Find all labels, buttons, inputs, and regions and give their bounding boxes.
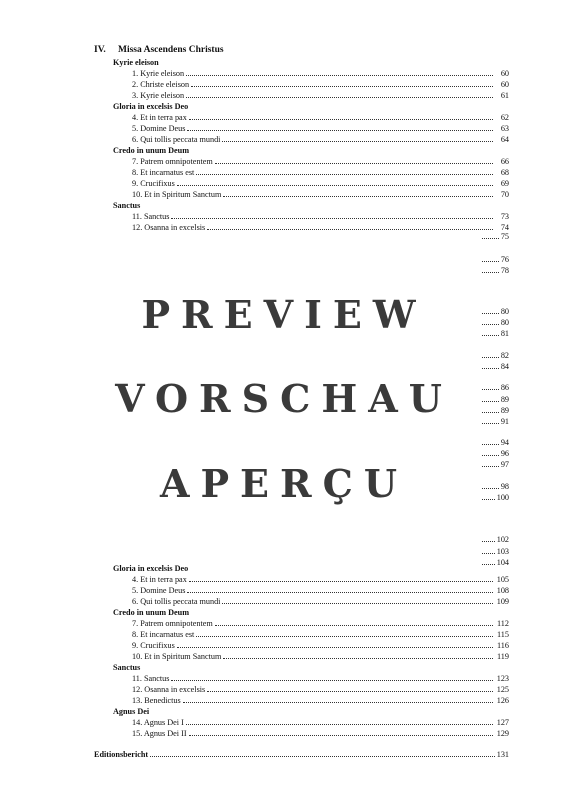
leader-dots [189,118,493,120]
entry-label: 3. Kyrie eleison [132,91,185,100]
entry-label: 14. Agnus Dei I [132,718,184,727]
toc-entry [132,211,509,222]
leader-dots [482,260,499,262]
partial-page: 104 [496,558,509,567]
partial-page: 84 [500,362,509,371]
toc-entry [132,90,509,101]
leader-dots [222,140,493,142]
partial-entry [482,231,509,242]
leader-dots [171,679,493,681]
section-heading: Credo in unum Deum [113,146,190,155]
editionsbericht-page: 131 [496,750,509,759]
entry-page: 69 [500,179,509,188]
leader-dots [187,591,493,593]
toc-entry [132,68,509,79]
leader-dots [482,400,499,402]
leader-dots [482,487,499,489]
entry-label: 10. Et in Spiritum Sanctum [132,190,222,199]
toc-entry [132,684,509,695]
partial-entry [482,459,509,470]
leader-dots [482,323,499,325]
partial-entry [482,265,509,276]
leader-dots [223,657,493,659]
section-heading: Sanctus [113,663,141,672]
partial-page: 81 [500,329,509,338]
leader-dots [482,422,499,424]
toc-entry [132,112,509,123]
section-heading: Gloria in excelsis Deo [113,564,189,573]
entry-page: 108 [496,586,509,595]
partial-page: 82 [500,351,509,360]
leader-dots [482,443,499,445]
leader-dots [215,624,493,626]
entry-label: 10. Et in Spiritum Sanctum [132,652,222,661]
leader-dots [482,367,499,369]
section-heading: Agnus Dei [113,707,150,716]
partial-page: 100 [496,493,509,502]
toc-entry [132,189,509,200]
watermark-apercu: APERÇU [160,461,408,507]
leader-dots [482,465,499,467]
section-heading: Credo in unum Deum [113,608,190,617]
entry-page: 68 [500,168,509,177]
partial-page: 89 [500,406,509,415]
leader-dots [482,563,495,565]
leader-dots [482,334,499,336]
mass-name: Missa Ascendens Christus [118,45,224,55]
entry-page: 70 [500,190,509,199]
entry-page: 115 [497,630,509,639]
partial-entry [482,416,509,427]
entry-label: 5. Domine Deus [132,586,186,595]
entry-page: 63 [500,124,509,133]
entry-page: 66 [500,157,509,166]
entry-page: 61 [500,91,509,100]
partial-page: 80 [500,318,509,327]
entry-label: 2. Christe eleison [132,80,190,89]
entry-page: 62 [500,113,509,122]
leader-dots [186,96,493,98]
entry-page: 112 [497,619,509,628]
partial-page: 94 [500,438,509,447]
partial-page: 97 [500,460,509,469]
partial-entry [482,361,509,372]
partial-entry [482,306,509,317]
entry-label: 15. Agnus Dei II [132,729,187,738]
entry-label: 1. Kyrie eleison [132,69,185,78]
partial-entry [482,437,509,448]
partial-entry [482,448,509,459]
entry-page: 119 [497,652,509,661]
leader-dots [150,755,495,757]
partial-page: 98 [500,482,509,491]
entry-label: 8. Et incarnatus est [132,168,195,177]
leader-dots [171,217,493,219]
partial-page: 80 [500,307,509,316]
partial-entry [482,546,509,557]
partial-page: 102 [496,535,509,544]
toc-entry [132,695,509,706]
entry-page: 127 [496,718,509,727]
watermark-vorschau: VORSCHAU [115,376,453,422]
entry-page: 126 [496,696,509,705]
leader-dots [482,498,495,500]
preview-watermark [86,236,482,562]
entry-page: 60 [500,80,509,89]
entry-page: 64 [500,135,509,144]
leader-dots [196,173,493,175]
section-heading: Kyrie eleison [113,58,159,67]
entry-label: 12. Osanna in excelsis [132,685,206,694]
leader-dots [482,271,499,273]
leader-dots [215,162,493,164]
editionsbericht-label: Editionsbericht [94,750,149,759]
partial-entry [482,405,509,416]
leader-dots [187,129,493,131]
section-heading: Gloria in excelsis Deo [113,102,189,111]
partial-entry [482,557,509,568]
toc-entry [132,222,509,233]
partial-entry [482,350,509,361]
entry-page: 105 [496,575,509,584]
partial-entry [482,481,509,492]
toc-entry [132,717,509,728]
toc-entry [132,618,509,629]
entry-label: 11. Sanctus [132,212,170,221]
leader-dots [482,552,495,554]
partial-page: 86 [500,383,509,392]
entry-label: 5. Domine Deus [132,124,186,133]
entry-label: 9. Crucifixus [132,179,175,188]
leader-dots [183,701,493,703]
partial-page: 89 [500,395,509,404]
entry-page: 109 [496,597,509,606]
toc-entry [132,134,509,145]
toc-entry [132,629,509,640]
partial-entry [482,254,509,265]
toc-entry [132,596,509,607]
leader-dots [482,540,495,542]
leader-dots [222,602,493,604]
leader-dots [482,411,499,413]
entry-label: 9. Crucifixus [132,641,175,650]
entry-label: 11. Sanctus [132,674,170,683]
toc-entry [132,651,509,662]
toc-entry [132,640,509,651]
leader-dots [207,228,493,230]
leader-dots [482,454,499,456]
mass-title [94,45,224,56]
partial-entry [482,382,509,393]
entry-label: 7. Patrem omnipotentem [132,157,213,166]
leader-dots [482,237,499,239]
toc-entry [132,574,509,585]
leader-dots [482,312,499,314]
entry-page: 74 [500,223,509,232]
watermark-preview: PREVIEW [141,291,427,337]
leader-dots [482,356,499,358]
toc-entry [132,178,509,189]
entry-label: 4. Et in terra pax [132,575,187,584]
mass-number: IV. [94,45,106,55]
leader-dots [482,388,499,390]
leader-dots [223,195,493,197]
entry-page: 60 [500,69,509,78]
toc-entry [132,156,509,167]
partial-page: 103 [496,547,509,556]
toc-entry [132,123,509,134]
leader-dots [189,734,493,736]
entry-label: 6. Qui tollis peccata mundi [132,597,221,606]
leader-dots [191,85,493,87]
toc-entry [132,673,509,684]
partial-page: 75 [500,232,509,241]
entry-page: 73 [500,212,509,221]
leader-dots [177,184,493,186]
entry-page: 123 [496,674,509,683]
leader-dots [196,635,493,637]
leader-dots [186,723,493,725]
entry-page: 125 [496,685,509,694]
partial-entry [482,394,509,405]
entry-label: 7. Patrem omnipotentem [132,619,213,628]
entry-label: 4. Et in terra pax [132,113,187,122]
section-heading: Sanctus [113,201,141,210]
toc-entry [132,79,509,90]
toc-entry [132,167,509,178]
entry-label: 12. Osanna in excelsis [132,223,206,232]
toc-entry [132,585,509,596]
entry-label: 6. Qui tollis peccata mundi [132,135,221,144]
entry-page: 129 [496,729,509,738]
editionsbericht-entry [94,749,509,760]
entry-label: 13. Benedictus [132,696,181,705]
partial-entry [482,492,509,503]
toc-entry [132,728,509,739]
partial-page: 91 [500,417,509,426]
partial-page: 96 [500,449,509,458]
partial-entry [482,534,509,545]
leader-dots [186,74,493,76]
entry-label: 8. Et incarnatus est [132,630,195,639]
leader-dots [207,690,493,692]
leader-dots [177,646,493,648]
partial-entry [482,328,509,339]
partial-page: 76 [500,255,509,264]
leader-dots [189,580,493,582]
entry-page: 116 [497,641,509,650]
partial-entry [482,317,509,328]
partial-page: 78 [500,266,509,275]
